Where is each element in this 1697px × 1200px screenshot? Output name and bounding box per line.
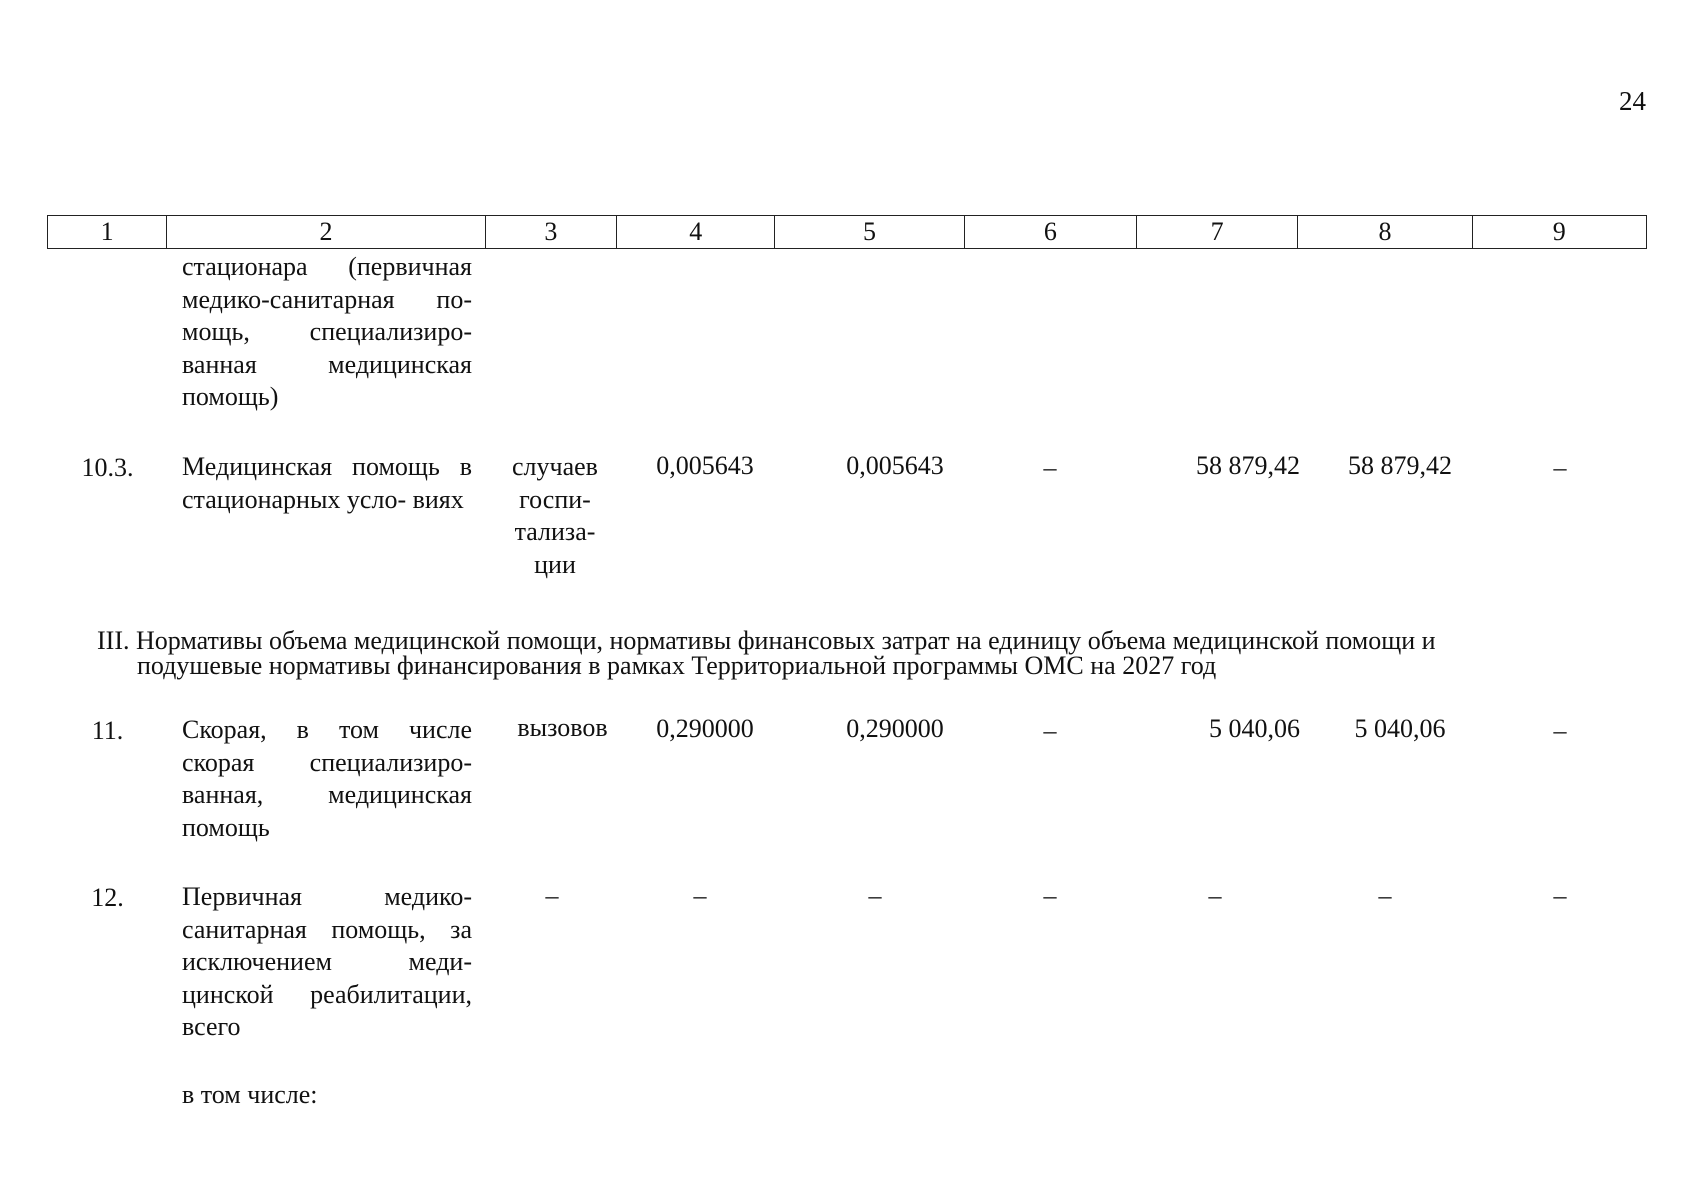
column-header-7: 7: [1137, 216, 1298, 249]
column-header-1: 1: [48, 216, 167, 249]
row-value-col6: –: [1043, 716, 1057, 745]
row-value-col5: 0,290000: [846, 714, 944, 743]
row-number: 11.: [91, 716, 124, 745]
row-value-col8: 58 879,42: [1348, 451, 1452, 480]
row-value-col8: 5 040,06: [1354, 714, 1446, 743]
row-value-col7: 58 879,42: [1196, 451, 1300, 480]
row-unit: –: [545, 881, 559, 910]
column-header-8: 8: [1298, 216, 1472, 249]
row-description: Первичная медико- санитарная помощь, за исключением меди- цинской реабилитации, всего: [182, 882, 472, 1041]
row-value-col7: 5 040,06: [1209, 714, 1300, 743]
row-value-col6: –: [1043, 881, 1057, 910]
row-value-col7: –: [1208, 881, 1222, 910]
row-description: Медицинская помощь в стационарных усло- виях: [182, 452, 472, 514]
row-value-col9: –: [1553, 453, 1567, 482]
row-value-col6: –: [1043, 453, 1057, 482]
row-value-col4: 0,005643: [656, 451, 754, 480]
page-number: 24: [1619, 86, 1646, 116]
column-number-header: [47, 215, 1647, 249]
row-value-col5: 0,005643: [846, 451, 944, 480]
continuation-description: стационара (первичная медико-санитарная по- мощь, специализиро- ванная медицинская помощь): [182, 252, 472, 411]
row-value-col9: –: [1553, 881, 1567, 910]
column-header-3: 3: [485, 216, 616, 249]
column-header-5: 5: [775, 216, 964, 249]
row-value-col9: –: [1553, 716, 1567, 745]
row-value-col8: –: [1378, 881, 1392, 910]
row-value-col5: –: [868, 881, 882, 910]
section-title-line2: подушевые нормативы финансирования в рамках Территориальной программы ОМС на 2027 год: [137, 651, 1217, 680]
section-title-line1: III. Нормативы объема медицинской помощи, нормативы финансовых затрат на единицу объема медицинской помощи и: [97, 626, 1436, 655]
row-number: 12.: [91, 883, 124, 912]
including-label: в том числе:: [182, 1080, 318, 1109]
column-header-6: 6: [964, 216, 1136, 249]
column-header-9: 9: [1472, 216, 1646, 249]
column-header-4: 4: [617, 216, 775, 249]
row-unit: вызовов: [517, 713, 608, 742]
row-value-col4: –: [693, 881, 707, 910]
row-unit: случаев госпи- тализа- ции: [512, 452, 598, 579]
section-title: [97, 628, 1632, 678]
row-value-col4: 0,290000: [656, 714, 754, 743]
row-number: 10.3.: [81, 453, 134, 482]
column-header-2: 2: [167, 216, 486, 249]
row-description: Скорая, в том числе скорая специализиро- ванная, медицинская помощь: [182, 715, 472, 842]
